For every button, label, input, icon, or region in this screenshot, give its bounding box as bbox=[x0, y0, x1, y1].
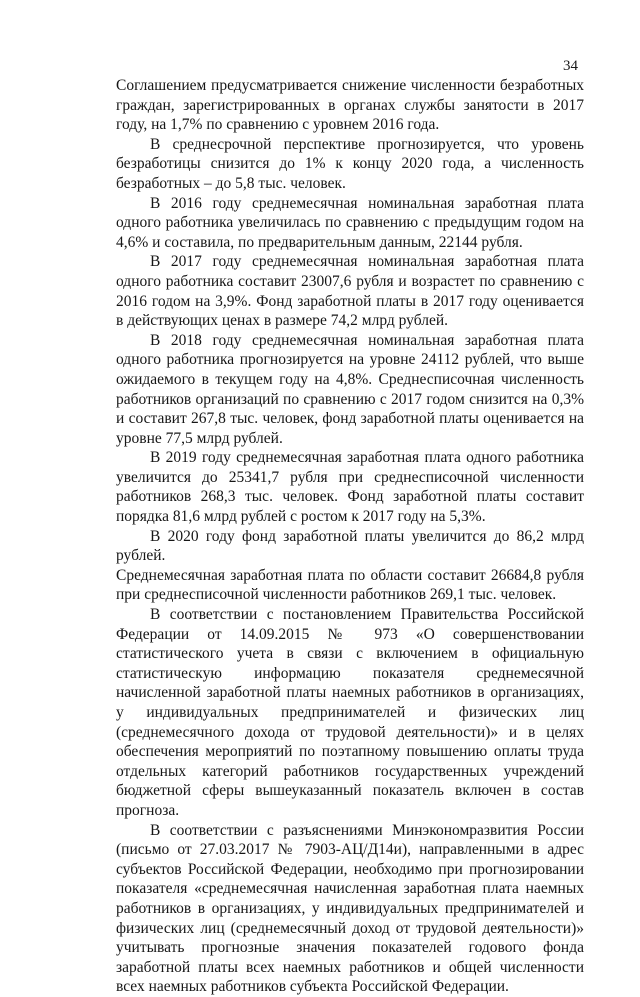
paragraph-regional-average-wage: Среднемесячная заработная плата по области составит 26684,8 рубля при среднесписочной численности работников 269,1 тыс. человек. bbox=[116, 566, 584, 604]
paragraph-ministry-clarification: В соответствии с разъяснениями Минэкономразвития России (письмо от 27.03.2017 № 7903-АЦ/Д14и), направленными в адрес субъектов Российской Федерации, необходимо при прогнозировании показателя «среднемесячная начисленная заработная плата наемных работников в организациях, у индивидуальных предпринимателей и физических лиц (среднемесячный доход от трудовой деятельности)» учитывать прогнозные значения показателей годового фонда заработной платы всех наемных работников и общей численности всех наемных работников субъекта Российской Федерации. bbox=[116, 821, 584, 996]
paragraph-wages-2019: В 2019 году среднемесячная заработная плата одного работника увеличится до 25341,7 рубля при среднесписочной численности работников 268,3 тыс. человек. Фонд заработной платы составит порядка 81,6 млрд рублей с ростом к 2017 году на 5,3%. bbox=[116, 449, 584, 526]
paragraph-unemployment-forecast: В среднесрочной перспективе прогнозируется, что уровень безработицы снизится до 1% к концу 2020 года, а численность безработных – до 5,8 тыс. человек. bbox=[116, 135, 584, 192]
paragraph-wages-2016: В 2016 году среднемесячная номинальная заработная плата одного работника увеличилась по сравнению с предыдущим годом на 4,6% и составила, по предварительным данным, 22144 рубля. bbox=[116, 194, 584, 251]
paragraph-government-decree: В соответствии с постановлением Правительства Российской Федерации от 14.09.2015 № 973 «О совершенствовании статистического учета в связи с включением в официальную статистическую информацию показателя среднемесячной начисленной заработной платы наемных работников в организациях, у индивидуальных предпринимателей и физических лиц (среднемесячного дохода от трудовой деятельности)» и в целях обеспечения мероприятий по поэтапному повышению оплаты труда отдельных категорий работников государственных учреждений бюджетной сферы вышеуказанный показатель включен в состав прогноза. bbox=[116, 606, 584, 819]
paragraph-unemployment-agreement: Соглашением предусматривается снижение численности безработных граждан, зарегистрированных в органах службы занятости в 2017 году, на 1,7% по сравнению с уровнем 2016 года. bbox=[116, 77, 584, 134]
document-body bbox=[116, 76, 584, 997]
paragraph-wages-2020: В 2020 году фонд заработной платы увеличится до 86,2 млрд рублей. bbox=[116, 527, 584, 565]
page-number: 34 bbox=[563, 58, 578, 74]
paragraph-wages-2017: В 2017 году среднемесячная номинальная заработная плата одного работника составит 23007,6 рубля и возрастет по сравнению с 2016 годом на 3,9%. Фонд заработной платы в 2017 году оценивается в действующих ценах в размере 74,2 млрд рублей. bbox=[116, 253, 584, 330]
paragraph-wages-2018: В 2018 году среднемесячная номинальная заработная плата одного работника прогнозируется на уровне 24112 рублей, что выше ожидаемого в текущем году на 4,8%. Среднесписочная численность работников организаций по сравнению с 2017 годом снизится на 0,3% и составит 267,8 тыс. человек, фонд заработной платы оценивается на уровне 77,5 млрд рублей. bbox=[116, 331, 584, 447]
